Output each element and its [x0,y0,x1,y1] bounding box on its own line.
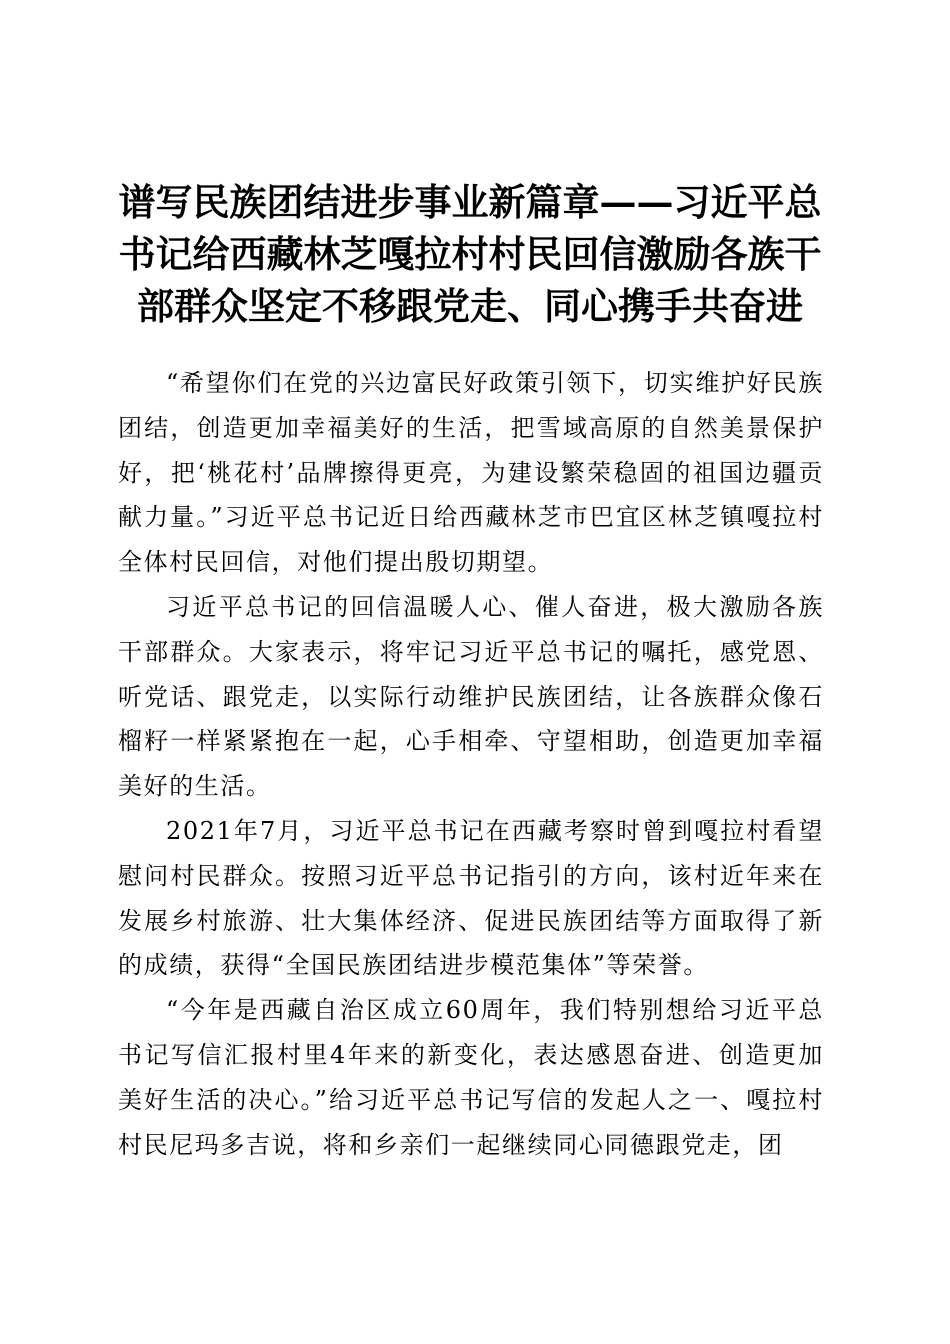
body-paragraph: 2021年7月，习近平总书记在西藏考察时曾到嘎拉村看望慰问村民群众。按照习近平总书记指引的方向，该村近年来在发展乡村旅游、壮大集体经济、促进民族团结等方面取得了新的成绩，获得“全国民族团结进步模范集体”等荣誉。 [118,816,824,980]
document-title: 谱写民族团结进步事业新篇章——习近平总书记给西藏林芝嘎拉村村民回信激励各族干部群众坚定不移跟党走、同心携手共奋进 [118,180,822,328]
body-paragraph: 习近平总书记的回信温暖人心、催人奋进，极大激励各族干部群众。大家表示，将牢记习近平总书记的嘱托，感党恩、听党话、跟党走，以实际行动维护民族团结，让各族群众像石榴籽一样紧紧抱在一起，心手相牵、守望相助，创造更加幸福美好的生活。 [118,592,824,801]
body-paragraph: “希望你们在党的兴边富民好政策引领下，切实维护好民族团结，创造更加幸福美好的生活，把雪域高原的自然美景保护好，把‘桃花村’品牌擦得更亮，为建设繁荣稳固的祖国边疆贡献力量。”习近平总书记近日给西藏林芝市巴宜区林芝镇嘎拉村全体村民回信，对他们提出殷切期望。 [118,369,824,577]
document-body [118,361,824,1167]
body-paragraph: “今年是西藏自治区成立60周年，我们特别想给习近平总书记写信汇报村里4年来的新变化，表达感恩奋进、创造更加美好生活的决心。”给习近平总书记写信的发起人之一、嘎拉村村民尼玛多吉说，将和乡亲们一起继续同心同德跟党走，团 [118,996,824,1159]
